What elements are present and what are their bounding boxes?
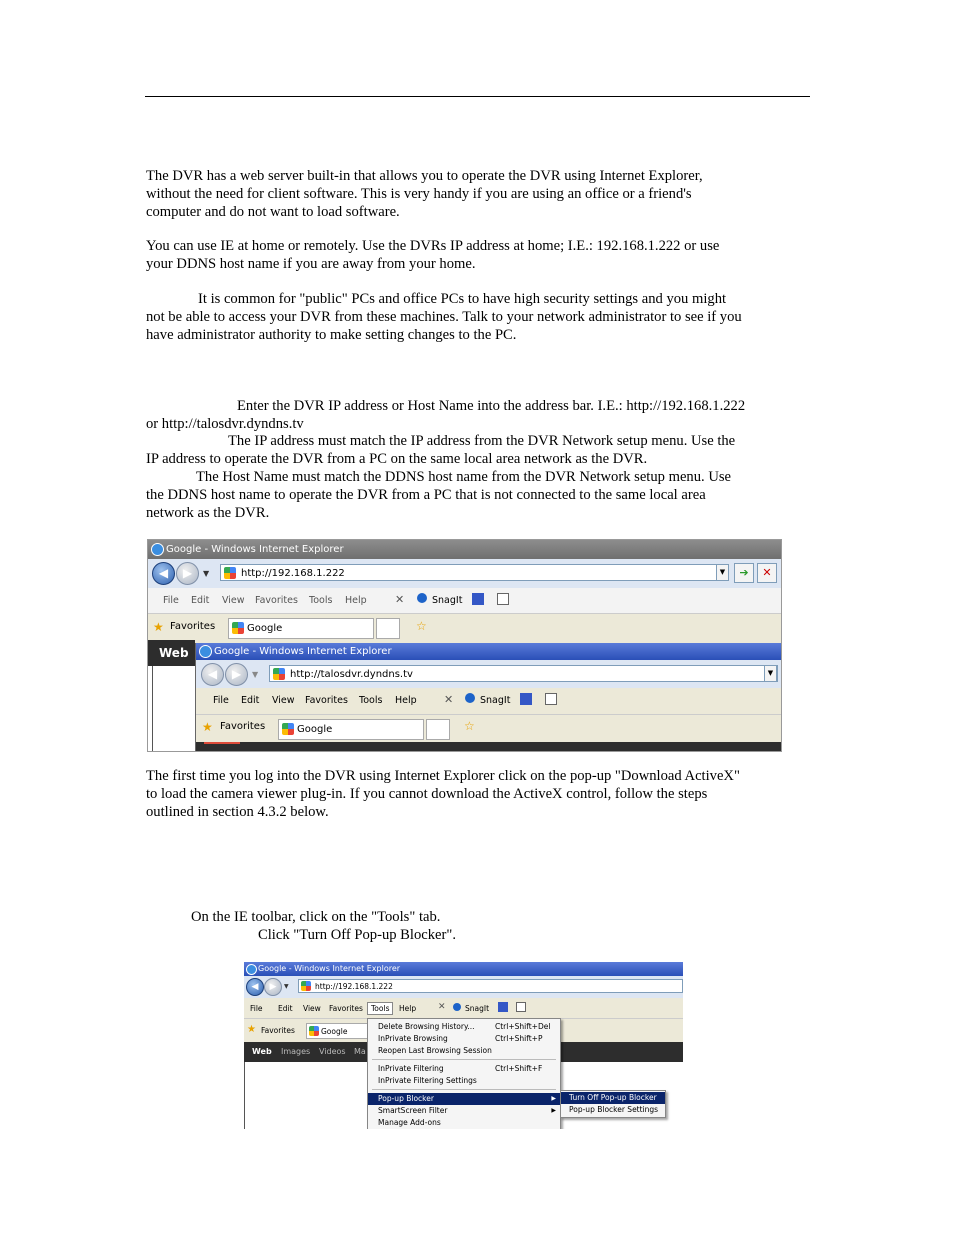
- submenu-arrow-icon: ▶: [551, 1107, 556, 1114]
- forward-button-icon[interactable]: ▶: [264, 978, 282, 996]
- active-indicator: [204, 742, 240, 744]
- google-tab[interactable]: [278, 719, 424, 740]
- close-x-icon[interactable]: ✕: [438, 1002, 446, 1012]
- page-divider: [244, 1062, 245, 1129]
- header-rule: [145, 96, 810, 97]
- menu-item-label: Pop-up Blocker: [378, 1094, 434, 1103]
- menu-view[interactable]: View: [272, 695, 295, 706]
- snagit-window-icon[interactable]: [498, 1002, 508, 1012]
- menu-item-label: SmartScreen Filter: [378, 1106, 448, 1115]
- forward-button-icon[interactable]: ▶: [176, 562, 199, 585]
- note-paragraph: [146, 290, 782, 344]
- favorites-row: [196, 714, 782, 742]
- new-tab-button[interactable]: [376, 618, 400, 639]
- snagit-label[interactable]: SnagIt: [465, 1004, 490, 1013]
- text-line: On the IE toolbar, click on the "Tools" tab.: [191, 909, 441, 925]
- nav-videos[interactable]: Videos: [319, 1047, 346, 1056]
- text-line: It is common for "public" PCs and office PCs to have high security settings and you might: [198, 291, 727, 307]
- text-line: to load the camera viewer plug-in. If you cannot download the ActiveX control, follow the steps: [146, 786, 708, 802]
- address-bar[interactable]: [269, 665, 778, 682]
- text-line: without the need for client software. This is very handy if you are using an office or a friend's: [146, 186, 692, 202]
- snagit-label[interactable]: SnagIt: [480, 695, 511, 706]
- menu-row: [244, 998, 683, 1018]
- address-url: http://192.168.1.222: [241, 568, 345, 579]
- window-titlebar: [148, 540, 781, 559]
- menu-item-label: InPrivate Filtering Settings: [378, 1076, 477, 1085]
- text-line: network as the DVR.: [146, 505, 270, 521]
- menu-item-manage-addons[interactable]: [368, 1117, 560, 1129]
- back-button-icon[interactable]: ◀: [201, 663, 224, 686]
- menu-item-shortcut: Ctrl+Shift+Del: [495, 1022, 551, 1031]
- menu-help[interactable]: Help: [399, 1004, 417, 1013]
- back-button-icon[interactable]: ◀: [246, 978, 264, 996]
- snagit-edit-icon[interactable]: [497, 593, 509, 605]
- menu-file[interactable]: File: [213, 695, 229, 706]
- menu-item-smartscreen[interactable]: [368, 1105, 560, 1117]
- text-line: computer and do not want to load software.: [146, 204, 400, 220]
- google-favicon-icon: [282, 723, 294, 735]
- menu-tools[interactable]: Tools: [309, 595, 333, 606]
- ie-address-screenshot: [147, 539, 782, 752]
- text-line: the DDNS host name to operate the DVR from a PC that is not connected to the same local area: [146, 487, 706, 503]
- ie-tools-menu-screenshot: [244, 962, 683, 1129]
- favorites-star-icon: ★: [247, 1024, 256, 1035]
- snagit-edit-icon[interactable]: [545, 693, 557, 705]
- menu-item-label: Reopen Last Browsing Session: [378, 1046, 492, 1055]
- menu-row: [148, 588, 781, 613]
- hostname-note-paragraph: [146, 468, 782, 522]
- new-tab-button[interactable]: [426, 719, 450, 740]
- second-ie-window: [195, 643, 782, 751]
- nav-images[interactable]: Images: [281, 1047, 311, 1056]
- intro-paragraph: [146, 167, 782, 221]
- favorites-label[interactable]: Favorites: [220, 721, 266, 732]
- address-bar[interactable]: [298, 979, 683, 993]
- text-line: have administrator authority to make setting changes to the PC.: [146, 327, 517, 343]
- text-line: outlined in section 4.3.2 below.: [146, 804, 329, 820]
- step-tools: [191, 908, 827, 926]
- address-url: http://talosdvr.dyndns.tv: [290, 669, 413, 680]
- forward-button-icon[interactable]: ▶: [225, 663, 248, 686]
- close-x-icon[interactable]: ✕: [444, 693, 454, 706]
- snagit-window-icon[interactable]: [520, 693, 532, 705]
- history-dropdown-icon[interactable]: ▼: [284, 983, 289, 990]
- usage-paragraph: [146, 237, 782, 273]
- menu-file[interactable]: File: [250, 1004, 263, 1013]
- add-favorite-icon[interactable]: ☆: [416, 619, 427, 633]
- history-dropdown-icon[interactable]: ▼: [203, 569, 210, 578]
- step-turn-off: [258, 926, 894, 944]
- menu-view[interactable]: View: [222, 595, 245, 606]
- text-line: You can use IE at home or remotely. Use the DVRs IP address at home; I.E.: 192.168.1.222 or use: [146, 238, 720, 254]
- menu-file[interactable]: File: [163, 595, 179, 606]
- google-tab[interactable]: [228, 618, 374, 639]
- history-dropdown-icon[interactable]: ▼: [252, 670, 259, 679]
- snagit-window-icon[interactable]: [472, 593, 484, 605]
- google-tab-label: Google: [297, 724, 333, 735]
- snagit-edit-icon[interactable]: [516, 1002, 526, 1012]
- google-tab-label: Google: [321, 1027, 348, 1036]
- text-line: or http://talosdvr.dyndns.tv: [146, 416, 304, 432]
- close-x-icon[interactable]: ✕: [395, 593, 405, 606]
- menu-item-shortcut: Ctrl+Shift+F: [495, 1064, 543, 1073]
- snagit-label[interactable]: SnagIt: [432, 595, 463, 606]
- nav-row: [148, 559, 781, 588]
- google-favicon-icon: [273, 668, 285, 680]
- address-dropdown-icon[interactable]: ▼: [716, 564, 729, 581]
- favorites-star-icon: ★: [202, 720, 213, 734]
- favorites-label[interactable]: Favorites: [170, 621, 216, 632]
- google-favicon-icon: [224, 567, 236, 579]
- menu-favorites[interactable]: Favorites: [255, 595, 298, 606]
- snagit-icon: [453, 1003, 461, 1011]
- menu-item-reopen-session[interactable]: [368, 1045, 560, 1057]
- go-arrow-icon[interactable]: ➔: [734, 563, 754, 583]
- tools-dropdown-menu: [367, 1018, 561, 1129]
- text-line: your DDNS host name if you are away from your home.: [146, 256, 476, 272]
- ip-note-paragraph: [146, 432, 782, 468]
- google-tab[interactable]: [306, 1023, 376, 1039]
- menu-edit[interactable]: Edit: [241, 695, 260, 706]
- menu-separator: [372, 1059, 556, 1060]
- popup-blocker-submenu: [560, 1090, 666, 1118]
- activex-paragraph: [146, 767, 782, 821]
- google-favicon-icon: [232, 622, 244, 634]
- address-bar[interactable]: [220, 564, 729, 581]
- menu-help[interactable]: Help: [395, 695, 417, 706]
- menu-item-inprivate-filtering-settings[interactable]: [368, 1075, 560, 1087]
- text-line: The DVR has a web server built-in that allows you to operate the DVR using Internet Explorer,: [146, 168, 703, 184]
- menu-edit[interactable]: Edit: [278, 1004, 293, 1013]
- menu-tools[interactable]: Tools: [359, 695, 383, 706]
- add-favorite-icon[interactable]: ☆: [464, 719, 475, 733]
- favorites-row: [148, 613, 781, 641]
- nav-row: [244, 976, 683, 998]
- menu-item-shortcut: Ctrl+Shift+P: [495, 1034, 543, 1043]
- menu-view[interactable]: View: [303, 1004, 321, 1013]
- text-line: IP address to operate the DVR from a PC on the same local area network as the DVR.: [146, 451, 648, 467]
- google-tab-label: Google: [247, 623, 283, 634]
- menu-edit[interactable]: Edit: [191, 595, 210, 606]
- ie-logo-icon: [246, 964, 257, 975]
- menu-item-popup-blocker-settings[interactable]: Pop-up Blocker Settings: [569, 1105, 659, 1114]
- submenu-arrow-icon: ▶: [551, 1095, 556, 1102]
- back-button-icon[interactable]: ◀: [152, 562, 175, 585]
- ie-logo-icon: [151, 543, 164, 556]
- menu-row: [196, 688, 782, 714]
- nav-web[interactable]: Web: [252, 1047, 272, 1056]
- stop-icon[interactable]: ✕: [757, 563, 777, 583]
- menu-item-label: Manage Add-ons: [378, 1118, 441, 1127]
- snagit-icon: [417, 593, 427, 603]
- window-titlebar: [244, 962, 683, 976]
- nav-row: [196, 660, 782, 688]
- text-line: The Host Name must match the DDNS host name from the DVR Network setup menu. Use: [196, 469, 732, 485]
- window-title: Google - Windows Internet Explorer: [166, 544, 344, 555]
- menu-item-label: Delete Browsing History...: [378, 1022, 475, 1031]
- menu-item-inprivate-filtering[interactable]: [368, 1063, 560, 1075]
- google-web-link[interactable]: Web: [148, 640, 195, 666]
- menu-item-turn-off-popup-blocker[interactable]: Turn Off Pop-up Blocker: [561, 1092, 665, 1104]
- text-line: Enter the DVR IP address or Host Name into the address bar. I.E.: http://192.168.1.222: [237, 398, 746, 414]
- menu-favorites[interactable]: Favorites: [329, 1004, 363, 1013]
- page-divider: [152, 666, 153, 751]
- menu-item-inprivate-browsing[interactable]: [368, 1033, 560, 1045]
- text-line: The IP address must match the IP address from the DVR Network setup menu. Use the: [228, 433, 736, 449]
- menu-item-label: InPrivate Browsing: [378, 1034, 448, 1043]
- window-titlebar: [196, 643, 782, 660]
- ie-logo-icon: [199, 645, 212, 658]
- menu-separator: [372, 1089, 556, 1090]
- text-line: not be able to access your DVR from these machines. Talk to your network administrator to see if you: [146, 309, 742, 325]
- step-address-paragraph: [146, 397, 782, 433]
- text-line: The first time you log into the DVR using Internet Explorer click on the pop-up "Download ActiveX": [146, 768, 740, 784]
- favorites-label[interactable]: Favorites: [261, 1026, 295, 1035]
- menu-item-label: InPrivate Filtering: [378, 1064, 444, 1073]
- address-url: http://192.168.1.222: [315, 982, 393, 991]
- text-line: Click "Turn Off Pop-up Blocker".: [258, 927, 456, 943]
- favorites-star-icon: ★: [153, 620, 164, 634]
- menu-item-delete-history[interactable]: [368, 1021, 560, 1033]
- menu-item-popup-blocker[interactable]: [368, 1093, 560, 1105]
- google-nav-bar: [196, 742, 782, 751]
- window-title: Google - Windows Internet Explorer: [214, 646, 392, 657]
- menu-help[interactable]: Help: [345, 595, 367, 606]
- menu-tools[interactable]: Tools: [367, 1002, 393, 1015]
- menu-favorites[interactable]: Favorites: [305, 695, 348, 706]
- address-dropdown-icon[interactable]: ▼: [764, 665, 777, 682]
- window-title: Google - Windows Internet Explorer: [258, 964, 401, 973]
- google-favicon-icon: [309, 1026, 319, 1036]
- snagit-icon: [465, 693, 475, 703]
- google-favicon-icon: [301, 981, 311, 991]
- nav-maps[interactable]: Ma: [354, 1047, 366, 1056]
